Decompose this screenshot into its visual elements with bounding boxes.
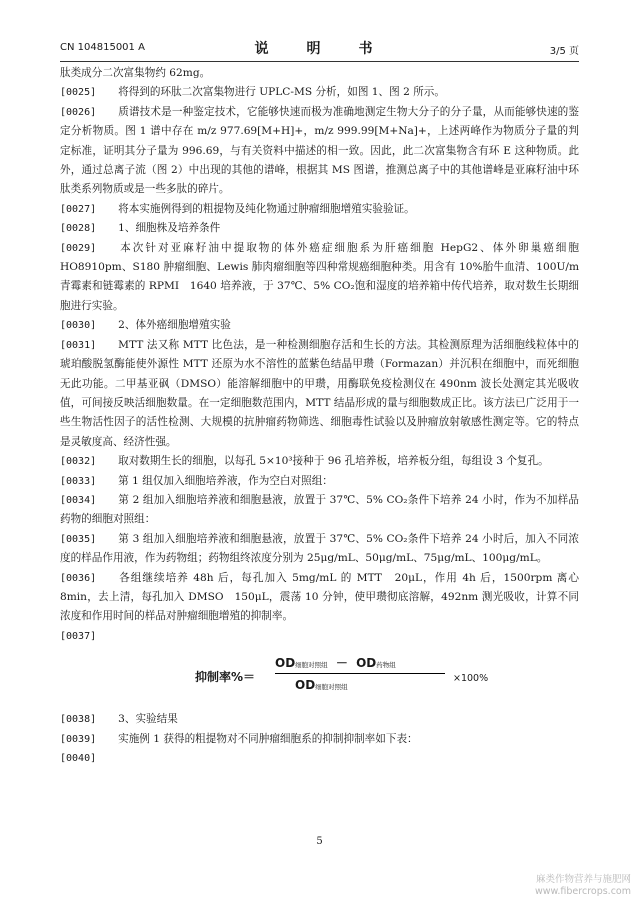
paragraph-number: [0025] bbox=[60, 87, 97, 99]
formula-denominator bbox=[295, 676, 348, 697]
paragraph-text: 2、体外癌细胞增殖实验 bbox=[118, 319, 231, 332]
paragraph bbox=[60, 710, 579, 729]
paragraph-number: [0034] bbox=[60, 494, 97, 506]
paragraph-list bbox=[60, 64, 579, 646]
paragraph bbox=[60, 491, 579, 530]
paragraph-number: [0033] bbox=[60, 475, 97, 487]
page-indicator: 3/5 页 bbox=[549, 46, 579, 57]
paragraph bbox=[60, 316, 579, 335]
paragraph-text: 将本实施例得到的粗提物及纯化物通过肿瘤细胞增殖实验验证。 bbox=[118, 202, 415, 215]
paragraph-text: 1、细胞株及培养条件 bbox=[118, 222, 221, 235]
paragraph-text: 将得到的环肽二次富集物进行 UPLC-MS 分析，如图 1、图 2 所示。 bbox=[118, 86, 445, 99]
paragraph-text: 实施例 1 获得的粗提物对不同肿瘤细胞系的抑制抑制率如下表： bbox=[118, 732, 418, 745]
paragraph bbox=[60, 103, 579, 200]
od-sub-control: 细胞对照组 bbox=[315, 683, 348, 692]
paragraph-text: 肽类成分二次富集物约 62mg。 bbox=[60, 67, 211, 79]
paragraph-text: 取对数期生长的细胞，以每孔 5×10³接种于 96 孔培养板，培养板分组，每组设 3 个复孔。 bbox=[118, 455, 549, 468]
od-label: OD bbox=[295, 678, 316, 693]
paragraph-text: 第 2 组加入细胞培养液和细胞悬液，放置于 37℃、5% CO₂条件下培养 24 小时，作为不加样品药物的细胞对照组： bbox=[60, 493, 579, 526]
paragraph-text: 质谱技术是一种鉴定技术，它能够快速而极为准确地测定生物大分子的分子量，从而能够快速的鉴定分析物质。图 1 谱中存在 m/z 977.69[M+H]+，m/z 999.99[M+Na]+，上述两峰作为物质分子量的判定标准，证明其分子量为 996.69，与有关资料中描述的相一致。因此，此二次富集物含有环 E 这种物质。此外，通过总离子流（图 2）中出现的其他的谱峰，根据其 MS 图谱，推测总离子中的其他谱峰是亚麻籽油中环肽类系列物质或是一些多肽的碎片。 bbox=[60, 105, 579, 196]
paragraph-number: [0039] bbox=[60, 733, 97, 745]
od-label: OD bbox=[275, 656, 296, 671]
paragraph-number: [0035] bbox=[60, 533, 97, 545]
paragraph bbox=[60, 239, 579, 317]
paragraph-text: 第 3 组加入细胞培养液和细胞悬液，放置于 37℃、5% CO₂条件下培养 24 小时后，加入不同浓度的样品作用液，作为药物组；药物组终浓度分别为 25μg/mL、50μg/mL、75μg/mL、100μg/mL。 bbox=[60, 532, 579, 565]
page-number: 5 bbox=[316, 836, 323, 847]
document-title: 说 明 书 bbox=[254, 41, 385, 57]
paragraph bbox=[60, 472, 579, 491]
paragraph-number: [0040] bbox=[60, 753, 97, 764]
paragraph bbox=[60, 569, 579, 627]
formula-rhs: ×100% bbox=[453, 673, 489, 685]
paragraph bbox=[60, 452, 579, 471]
paragraph bbox=[60, 200, 579, 219]
paragraph-number: [0027] bbox=[60, 203, 97, 215]
watermark-url: www.fibercrops.com bbox=[534, 886, 631, 897]
paragraph bbox=[60, 83, 579, 102]
paragraph bbox=[60, 627, 579, 646]
paragraph-number: [0028] bbox=[60, 223, 97, 235]
od-sub-control: 细胞对照组 bbox=[295, 661, 328, 670]
paragraph bbox=[60, 219, 579, 238]
watermark-line: 麻类作物营养与施肥网 bbox=[535, 874, 631, 885]
paragraph-number: [0036] bbox=[60, 572, 97, 584]
paragraph bbox=[60, 336, 579, 452]
paragraph bbox=[60, 64, 579, 83]
paragraph bbox=[60, 530, 579, 569]
paragraph-text: MTT 法又称 MTT 比色法，是一种检测细胞存活和生长的方法。其检测原理为活细胞线粒体中的琥珀酸脱氢酶能使外源性 MTT 还原为水不溶性的蓝紫色结晶甲瓒（Formazan）并沉积在细胞中，而死细胞无此功能。二甲基亚砜（DMSO）能溶解细胞中的甲瓒，用酶联免疫检测仪在 490nm 波长处测定其光吸收值，可间接反映活细胞数量。在一定细胞数范围内，MTT 结晶形成的量与细胞数成正比。该方法已广泛用于一些生物活性因子的活性检测、大规模的抗肿瘤药物筛选、细胞毒性试验以及肿瘤放射敏感性测定等。它的特点是灵敏度高、经济性强。 bbox=[60, 338, 579, 448]
paragraph-number: [0037] bbox=[60, 630, 97, 642]
header-divider bbox=[60, 61, 579, 62]
paragraph-text: 第 1 组仅加入细胞培养液，作为空白对照组： bbox=[118, 474, 333, 487]
paragraph-number: [0030] bbox=[60, 320, 97, 332]
minus-sign: － bbox=[335, 656, 348, 671]
watermark bbox=[535, 874, 631, 898]
paragraph-number: [0026] bbox=[60, 106, 97, 118]
patent-number: CN 104815001 A bbox=[60, 42, 145, 53]
paragraph-text: 各组继续培养 48h 后，每孔加入 5mg/mL 的 MTT 20μL，作用 4h 后，1500rpm 离心 8min，去上清，每孔加入 DMSO 150μL，震荡 10 分钟，使甲瓒彻底溶解，492nm 测光吸收，计算不同浓度和作用时间的样品对肿瘤细胞增殖的抑制率。 bbox=[60, 571, 579, 623]
paragraph bbox=[60, 730, 579, 749]
formula-lhs: 抑制率%＝ bbox=[195, 670, 256, 685]
od-sub-drug: 药物组 bbox=[376, 661, 396, 670]
paragraph-text: 本次针对亚麻籽油中提取物的体外癌症细胞系为肝癌细胞 HepG2、体外卵巢癌细胞 HO8910pm、S180 肿瘤细胞、Lewis 肺肉瘤细胞等四种常规癌细胞种类。用含有 10%胎牛血清、100U/m 青霉素和链霉素的 RPMI 1640 培养液，于 37℃、5% CO₂饱和湿度的培养箱中传代培养，取对数生长期细胞进行实验。 bbox=[60, 241, 579, 312]
paragraph-text: 3、实验结果 bbox=[118, 713, 178, 726]
paragraph bbox=[60, 749, 579, 768]
document-body bbox=[60, 64, 579, 768]
paragraph-number: [0031] bbox=[60, 339, 97, 351]
paragraph-number: [0029] bbox=[60, 242, 97, 254]
od-label: OD bbox=[356, 656, 377, 671]
inhibition-rate-formula bbox=[60, 650, 579, 700]
paragraph-number: [0032] bbox=[60, 456, 97, 468]
paragraph-number: [0038] bbox=[60, 714, 97, 726]
document-header bbox=[60, 38, 579, 60]
paragraph-list bbox=[60, 710, 579, 768]
fraction-bar bbox=[275, 673, 445, 674]
